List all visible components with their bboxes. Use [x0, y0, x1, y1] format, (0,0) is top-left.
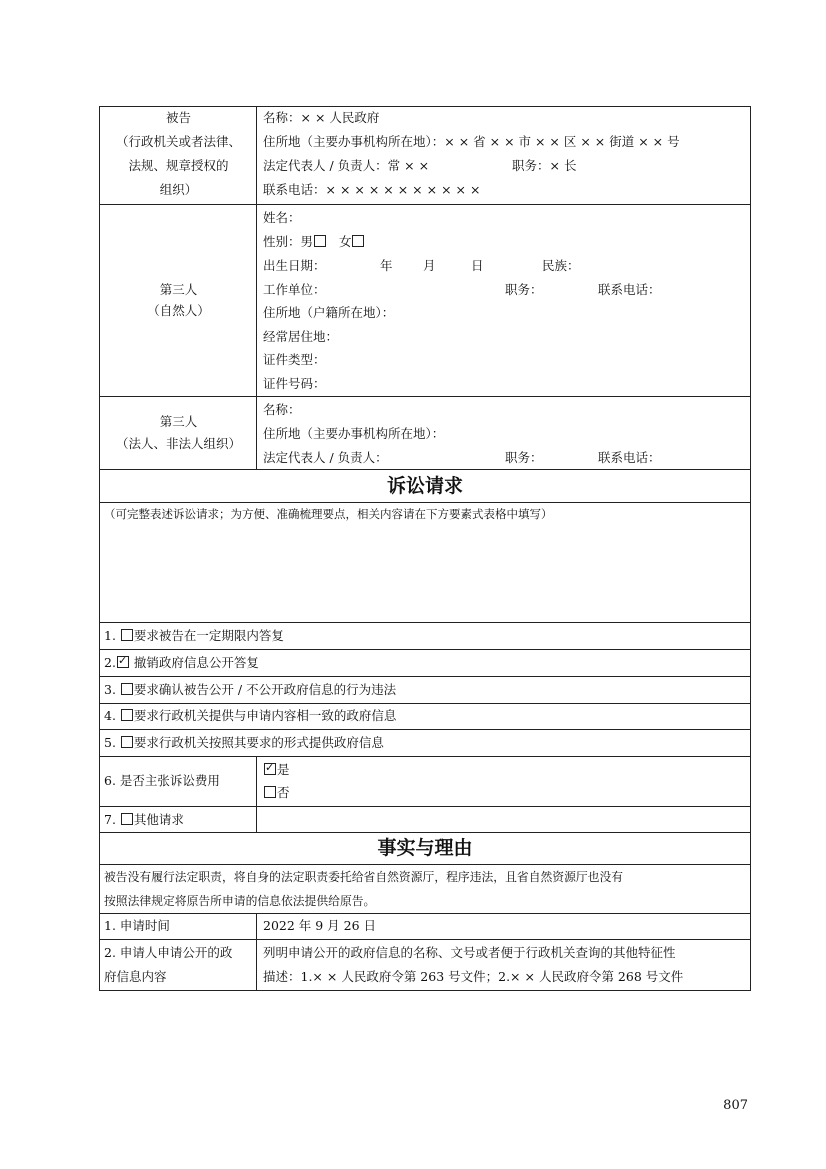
row-line — [99, 990, 751, 991]
row-line — [99, 729, 751, 730]
third-party-person-label-2: （自然人） — [147, 303, 210, 318]
org-name: 名称： — [263, 402, 301, 417]
defendant-legal-rep: 法定代表人 / 负责人：常 × × — [263, 158, 430, 173]
content-value-line-2: 描述：1.× × 人民政府令第 263 号文件；2.× × 人民政府令第 268 号文件 — [263, 969, 684, 984]
claims-title: 诉讼请求 — [386, 475, 463, 497]
claim-checkbox-1[interactable] — [121, 629, 133, 641]
birth-month: 月 — [423, 258, 436, 273]
claim-item-5 — [104, 735, 384, 751]
claim-item-2 — [104, 655, 259, 671]
row-line — [99, 939, 751, 940]
column-divider — [256, 913, 257, 991]
claim-item-prefix: 7. — [104, 812, 116, 827]
claim-item-text: 要求行政机关提供与申请内容相一致的政府信息 — [133, 708, 397, 723]
birth-year: 年 — [380, 258, 393, 273]
person-phone: 联系电话： — [598, 282, 661, 297]
row-line — [99, 622, 751, 623]
person-residence: 经常居住地： — [263, 329, 339, 344]
claim-checkbox-4[interactable] — [121, 709, 133, 721]
content-label-line-2: 府信息内容 — [104, 969, 167, 984]
defendant-position: 职务：× 长 — [512, 158, 577, 173]
claim-checkbox-7[interactable] — [121, 813, 133, 825]
defendant-label-2: （行政机关或者法律、 — [115, 134, 241, 149]
claim-item-4 — [104, 708, 396, 724]
apply-time-label: 1. 申请时间 — [104, 918, 170, 933]
row-line — [99, 864, 751, 865]
claim-item-prefix: 4. — [104, 708, 116, 723]
row-line — [99, 806, 751, 807]
row-line — [99, 649, 751, 650]
claim-item-prefix: 1. — [104, 628, 116, 643]
person-ethnicity: 民族： — [542, 258, 580, 273]
content-label-line-1: 2. 申请人申请公开的政 — [104, 945, 233, 960]
claim-checkbox-2[interactable] — [117, 656, 129, 668]
gender-female-label: 女 — [338, 234, 352, 249]
claim-item-prefix: 3. — [104, 682, 116, 697]
third-party-person-label-1: 第三人 — [159, 282, 198, 297]
claim-item-1 — [104, 628, 284, 644]
person-domicile: 住所地（户籍所在地）： — [263, 305, 395, 320]
row-line — [99, 502, 751, 503]
third-party-org-label-1: 第三人 — [159, 414, 198, 429]
fee-yes-label: 是 — [277, 762, 290, 777]
defendant-phone: 联系电话：× × × × × × × × × × × — [263, 182, 481, 197]
row-line — [99, 676, 751, 677]
column-divider — [256, 756, 257, 832]
org-phone: 联系电话： — [598, 450, 661, 465]
row-line — [99, 756, 751, 757]
apply-time-value: 2022 年 9 月 26 日 — [263, 918, 377, 933]
defendant-label-4: 组织） — [159, 182, 198, 197]
person-position: 职务： — [505, 282, 543, 297]
fee-claim-label: 6. 是否主张诉讼费用 — [104, 773, 220, 788]
fee-yes-checkbox[interactable] — [264, 763, 276, 775]
claim-item-prefix: 5. — [104, 735, 116, 750]
claim-item-text: 要求被告在一定期限内答复 — [133, 628, 284, 643]
fee-no-checkbox[interactable] — [264, 786, 276, 798]
claim-item-text: 撤销政府信息公开答复 — [133, 655, 259, 670]
facts-text-line-2: 按照法律规定将原告所申请的信息依法提供给原告。 — [104, 894, 376, 908]
gender-male-label: 性别：男 — [263, 234, 314, 249]
org-legal-rep: 法定代表人 / 负责人： — [263, 450, 388, 465]
claim-item-text: 要求确认被告公开 / 不公开政府信息的行为违法 — [133, 682, 397, 697]
facts-title: 事实与理由 — [377, 837, 473, 859]
person-birth: 出生日期： — [263, 258, 326, 273]
defendant-label-3: 法规、规章授权的 — [128, 158, 229, 173]
org-address: 住所地（主要办事机构所在地）： — [263, 426, 445, 441]
claim-checkbox-3[interactable] — [121, 683, 133, 695]
fee-no-label: 否 — [277, 785, 290, 800]
page-number: 807 — [723, 1098, 748, 1113]
claim-item-text: 要求行政机关按照其要求的形式提供政府信息 — [133, 735, 384, 750]
person-gender — [263, 234, 365, 250]
org-position: 职务： — [505, 450, 543, 465]
table-border-right — [750, 106, 751, 991]
person-name: 姓名： — [263, 210, 301, 225]
row-line — [99, 469, 751, 470]
gender-male-checkbox[interactable] — [314, 235, 326, 247]
claim-checkbox-5[interactable] — [121, 736, 133, 748]
person-id-type: 证件类型： — [263, 352, 326, 367]
claim-item-prefix: 2. — [104, 655, 116, 670]
person-id-number: 证件号码： — [263, 376, 326, 391]
facts-text-line-1: 被告没有履行法定职责，将自身的法定职责委托给省自然资源厅，程序违法，且省自然资源厅也没有 — [104, 870, 624, 884]
claim-item-7 — [104, 812, 184, 828]
claims-note: （可完整表述诉讼请求；为方便、准确梳理要点，相关内容请在下方要素式表格中填写） — [104, 507, 553, 521]
third-party-org-label-2: （法人、非法人组织） — [115, 436, 241, 451]
person-work-unit: 工作单位： — [263, 282, 326, 297]
row-line — [99, 204, 751, 205]
row-line — [99, 832, 751, 833]
row-line — [99, 703, 751, 704]
row-line — [99, 396, 751, 397]
fee-no — [263, 785, 290, 801]
defendant-address: 住所地（主要办事机构所在地）：× × 省 × × 市 × × 区 × × 街道 × × 号 — [263, 134, 680, 149]
row-line — [99, 106, 751, 107]
birth-day: 日 — [471, 258, 484, 273]
defendant-label-1: 被告 — [165, 110, 191, 125]
gender-female-checkbox[interactable] — [352, 235, 364, 247]
content-value-line-1: 列明申请公开的政府信息的名称、文号或者便于行政机关查询的其他特征性 — [263, 945, 676, 960]
row-line — [99, 913, 751, 914]
fee-yes — [263, 762, 290, 778]
claim-item-3 — [104, 682, 396, 698]
claim-item-text: 其他请求 — [133, 812, 184, 827]
defendant-name: 名称：× × 人民政府 — [263, 110, 380, 125]
